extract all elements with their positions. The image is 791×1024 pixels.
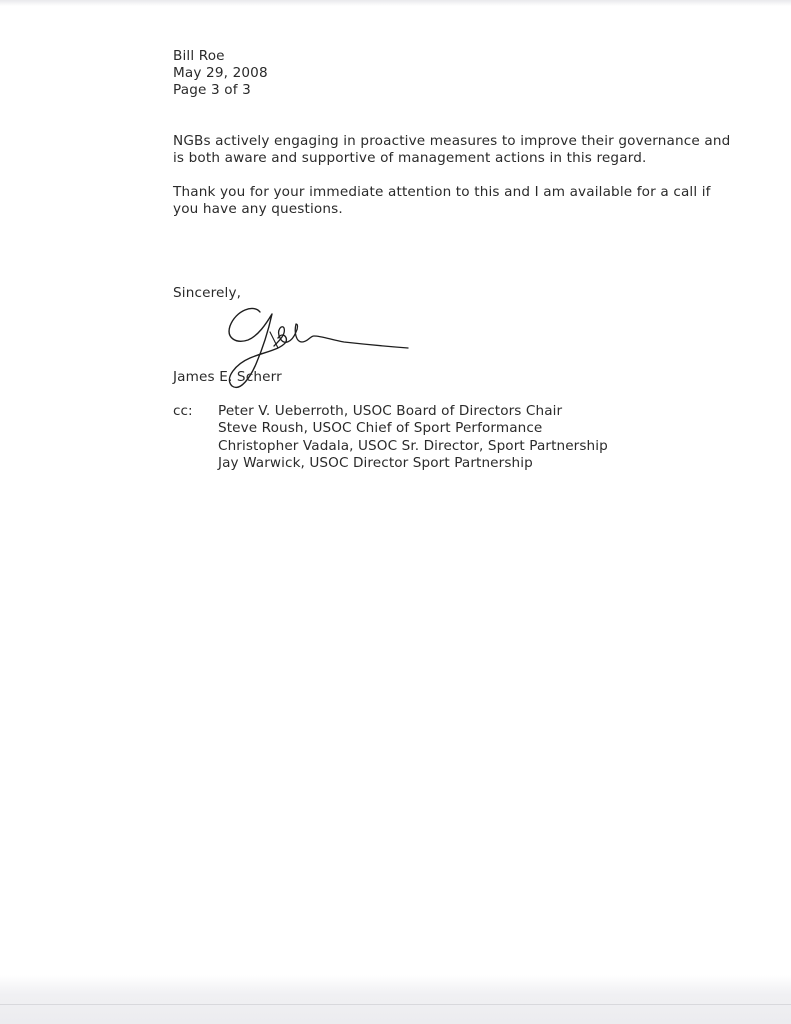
cc-recipient: Steve Roush, USOC Chief of Sport Performance	[218, 420, 543, 437]
letter-date: May 29, 2008	[173, 65, 268, 81]
closing-salutation: Sincerely,	[173, 285, 242, 301]
letter-header	[173, 48, 268, 99]
body-paragraph-2: Thank you for your immediate attention to this and I am available for a call if you have any questions.	[173, 184, 711, 217]
signer-name: James E. Scherr	[173, 369, 282, 385]
scan-edge-bottom	[0, 975, 791, 1024]
cc-recipient: Peter V. Ueberroth, USOC Board of Directors Chair	[218, 403, 563, 419]
cc-recipient: Christopher Vadala, USOC Sr. Director, Sport Partnership	[218, 437, 608, 454]
scan-line	[0, 1004, 791, 1005]
page-number: Page 3 of 3	[173, 82, 251, 98]
scan-edge-top	[0, 0, 791, 6]
cc-recipient-list	[218, 403, 608, 472]
body-paragraph-1: NGBs actively engaging in proactive measures to improve their governance and is both aware and supportive of management actions in this regard.	[173, 133, 731, 166]
cc-recipient: Jay Warwick, USOC Director Sport Partnership	[218, 454, 533, 471]
recipient-name: Bill Roe	[173, 48, 225, 64]
cc-label: cc:	[173, 403, 193, 419]
